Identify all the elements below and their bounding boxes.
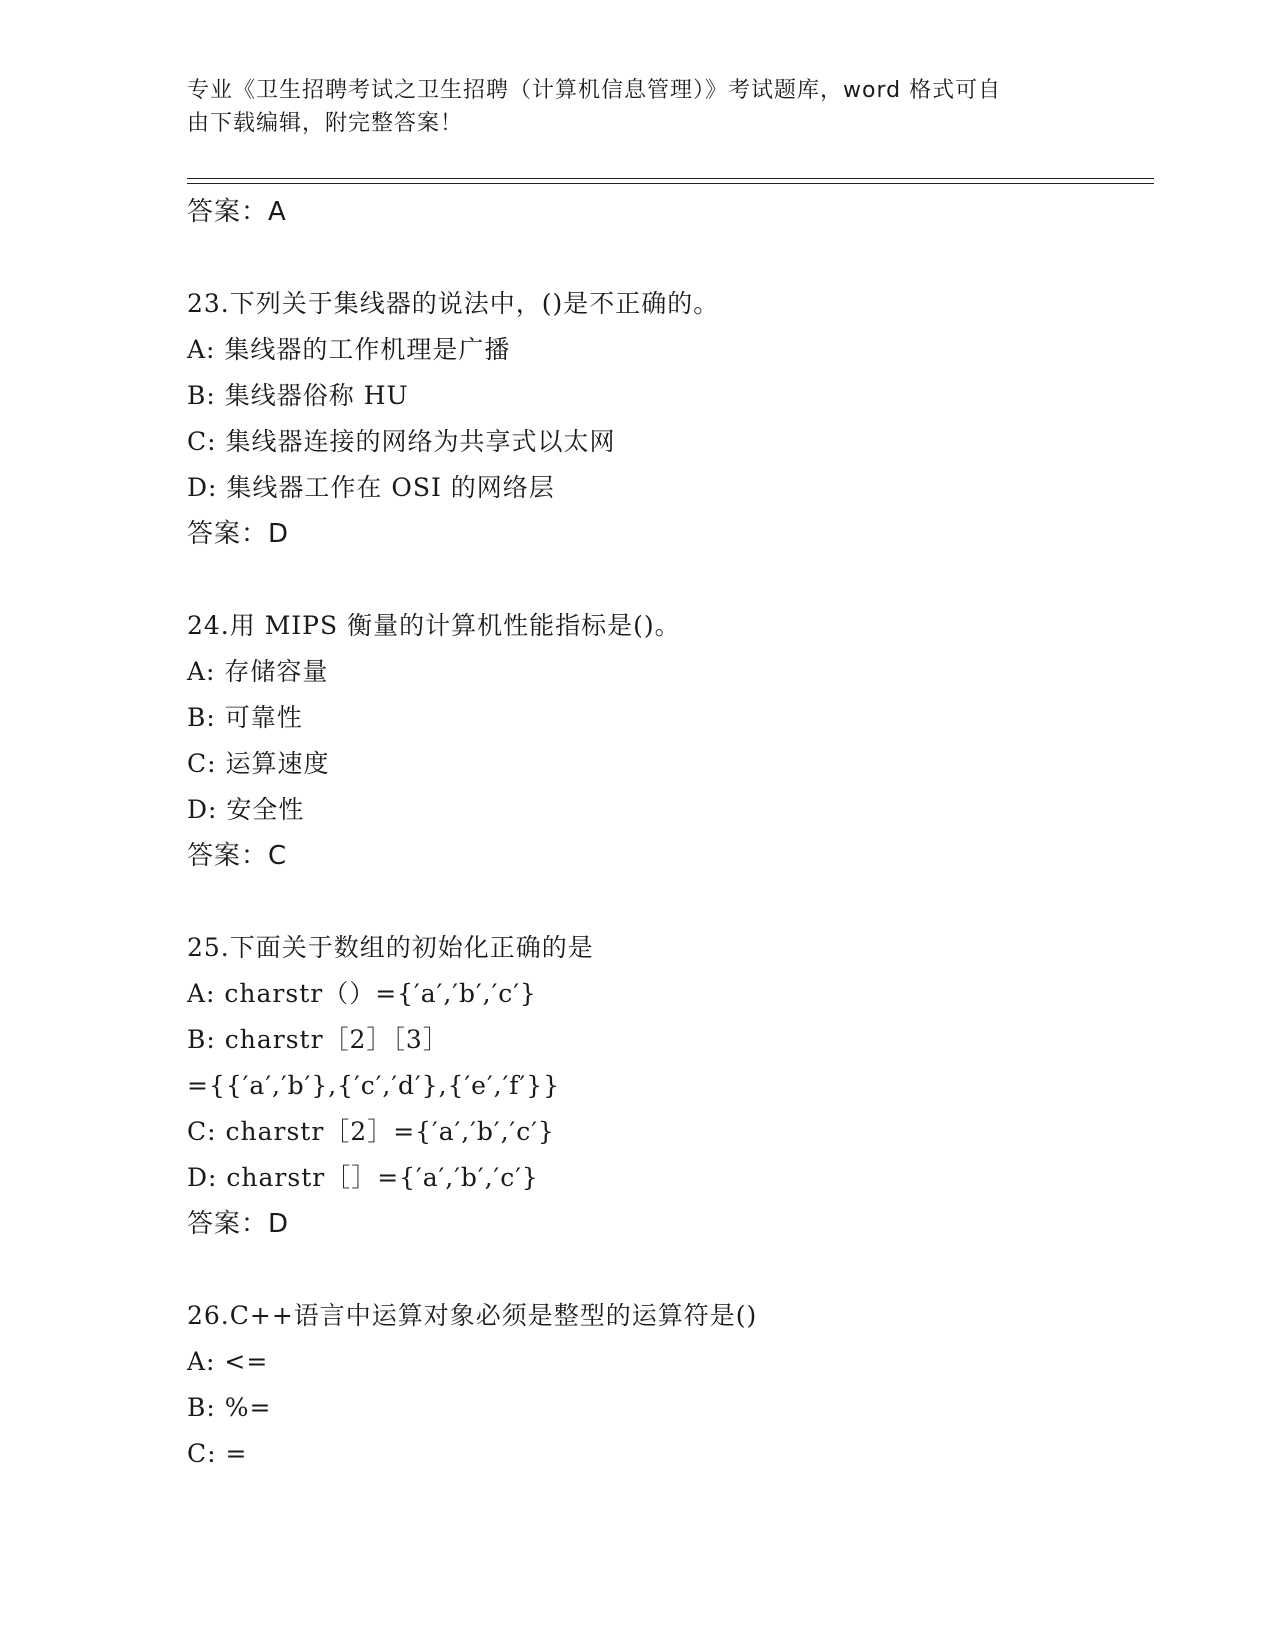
question-stem: 25.下面关于数组的初始化正确的是 [187,933,594,962]
option-c: C: = [187,1439,248,1468]
header-line-2: 由下载编辑，附完整答案！ [187,111,464,136]
question-stem: 23.下列关于集线器的说法中，()是不正确的。 [187,289,720,318]
option-b: B: 可靠性 [187,703,303,732]
option-a: A: 存储容量 [187,657,329,686]
header-divider-top [187,178,1154,179]
option-a: A: 集线器的工作机理是广播 [187,335,511,364]
option-c: C: 集线器连接的网络为共享式以太网 [187,427,616,456]
spacer [187,1247,1147,1293]
question-list [187,189,1147,1477]
option-a: A: charstr（）={′a′,′b′,′c′} [187,979,537,1008]
spacer [187,557,1147,603]
question-26 [187,1293,1147,1477]
option-b: B: 集线器俗称 HU [187,381,409,410]
header-line-1: 专业《卫生招聘考试之卫生招聘（计算机信息管理）》考试题库，word 格式可自 [187,78,1002,103]
answer: 答案：C [187,841,288,871]
answer: 答案：D [187,1209,290,1239]
header-divider-bottom [187,183,1154,184]
option-b-continued: ={{′a′,′b′},{′c′,′d′},{′e′,′f′}} [187,1071,561,1100]
question-24 [187,603,1147,879]
option-c: C: charstr［2］={′a′,′b′,′c′} [187,1117,555,1146]
answer: 答案：D [187,519,290,549]
question-25 [187,925,1147,1247]
spacer [187,235,1147,281]
answer-previous: 答案：A [187,197,287,227]
option-d: D: 集线器工作在 OSI 的网络层 [187,473,555,502]
option-b: B: %= [187,1393,272,1422]
spacer [187,879,1147,925]
document-header [187,74,1087,140]
option-b: B: charstr［2］［3］ [187,1025,449,1054]
question-stem: 24.用 MIPS 衡量的计算机性能指标是()。 [187,611,681,640]
option-a: A: <= [187,1347,269,1376]
option-d: D: charstr［］={′a′,′b′,′c′} [187,1163,539,1192]
option-c: C: 运算速度 [187,749,330,778]
question-23 [187,281,1147,557]
option-d: D: 安全性 [187,795,305,824]
question-stem: 26.C++语言中运算对象必须是整型的运算符是() [187,1301,758,1330]
